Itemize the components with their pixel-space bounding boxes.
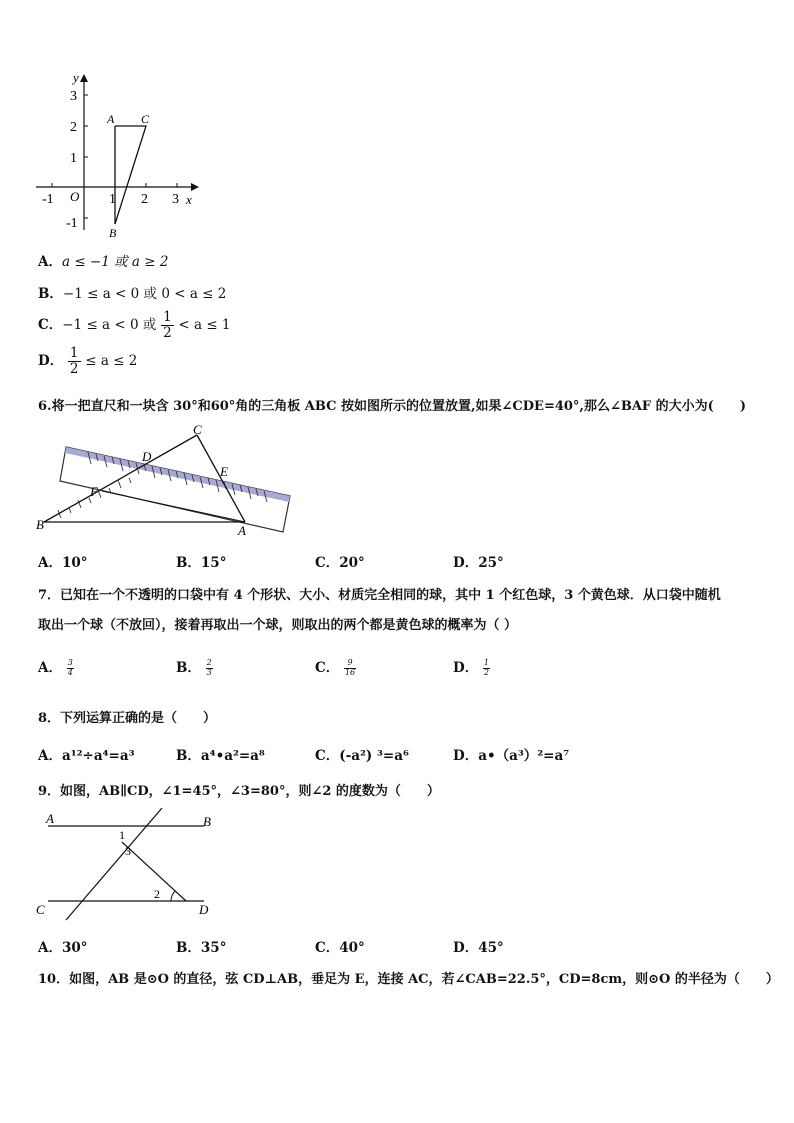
- q7-option-b: [176, 656, 213, 678]
- q5-coordinate-graph: [36, 70, 206, 242]
- x-tick-neg1: -1: [42, 192, 54, 207]
- label-f: F: [90, 484, 98, 499]
- angle-2-label: 2: [154, 887, 160, 901]
- q8-question-text: 8．下列运算正确的是（ ）: [38, 711, 217, 726]
- denominator: 3: [206, 668, 212, 677]
- label-c: C: [193, 422, 202, 437]
- q8-option-b: B．a⁴•a²=a⁸: [176, 748, 265, 764]
- q9-option-d: D．45°: [453, 940, 504, 956]
- label-d: D: [199, 902, 209, 917]
- point-a-label: A: [107, 112, 115, 126]
- option-label: A．: [38, 254, 62, 270]
- label-e: E: [220, 464, 228, 479]
- q9-parallel-lines-figure: [36, 808, 226, 923]
- y-axis-arrow: [80, 74, 88, 82]
- q7-question-line2: 取出一个球（不放回），接着再取出一个球，则取出的两个都是黄色球的概率为（ ）: [38, 618, 518, 633]
- q7-question-line1: 7．已知在一个不透明的口袋中有 4 个形状、大小、材质完全相同的球，其中 1 个红色球，3 个黄色球．从口袋中随机: [38, 588, 721, 603]
- denominator: 4: [67, 668, 73, 677]
- option-text: < a ≤ 1: [178, 316, 231, 333]
- option-text: ≤ a ≤ 2: [85, 352, 138, 369]
- q6-option-d: D．25°: [453, 555, 504, 571]
- option-label: C．: [38, 316, 63, 333]
- q8-option-a: A．a¹²÷a⁴=a³: [38, 748, 135, 764]
- angle-3-label: 3: [125, 844, 131, 858]
- fraction: [68, 346, 81, 377]
- q8-option-d: D．a•（a³）²=a⁷: [453, 748, 570, 764]
- option-text: a ≤ −1 或 a ≥ 2: [61, 254, 169, 270]
- origin-label: O: [70, 189, 80, 204]
- angle-2-arc: [171, 891, 175, 901]
- q6-question-text: 6.将一把直尺和一块含 30°和60°角的三角板 ABC 按如图所示的位置放置,如果∠CDE=40°,那么∠BAF 的大小为( ): [38, 399, 746, 414]
- q10-question-text: 10．如图，AB 是⊙O 的直径，弦 CD⊥AB，垂足为 E，连接 AC，若∠CAB=22.5°，CD=8cm，则⊙O 的半径为（ ）: [38, 972, 779, 987]
- triangle-abc: [115, 126, 146, 224]
- q7-option-a: [38, 656, 74, 678]
- y-tick-2: 2: [70, 120, 77, 135]
- option-text: −1 ≤ a < 0 或 0 < a ≤ 2: [62, 286, 227, 302]
- label-c: C: [36, 902, 45, 917]
- option-label: B．: [38, 286, 63, 302]
- numerator: 1: [163, 309, 172, 325]
- numerator: 1: [483, 658, 490, 668]
- q5-option-c: [38, 310, 231, 341]
- fraction: [67, 659, 74, 678]
- angle-1-label: 1: [119, 828, 125, 842]
- label-d: D: [142, 449, 152, 464]
- x-axis-label: x: [186, 192, 192, 207]
- option-label: C．: [315, 660, 340, 676]
- fraction: [483, 659, 490, 678]
- x-tick-2: 2: [141, 192, 148, 207]
- q9-option-a: A．30°: [38, 940, 88, 956]
- option-text: −1 ≤ a < 0 或: [62, 316, 157, 333]
- q5-option-a: [38, 250, 168, 270]
- point-c-label: C: [141, 112, 150, 126]
- y-tick-1: 1: [70, 151, 77, 166]
- point-b-label: B: [109, 226, 117, 240]
- x-tick-3: 3: [172, 192, 179, 207]
- q6-option-a: A．10°: [38, 555, 88, 571]
- label-a: A: [46, 811, 54, 826]
- fraction: [206, 659, 213, 678]
- numerator: 2: [206, 658, 212, 668]
- option-label: A．: [38, 660, 62, 676]
- q6-option-c: C．20°: [315, 555, 365, 571]
- q9-option-c: C．40°: [315, 940, 365, 956]
- x-tick-1: 1: [109, 192, 116, 207]
- numerator: 9: [344, 659, 356, 669]
- q7-option-c: [315, 656, 356, 678]
- denominator: 16: [344, 668, 356, 677]
- option-label: B．: [176, 660, 201, 676]
- denominator: 2: [69, 360, 79, 377]
- label-a: A: [238, 523, 246, 538]
- q6-option-b: B．15°: [176, 555, 227, 571]
- y-axis-label: y: [73, 70, 79, 85]
- q8-option-c: C．(-a²) ³=a⁶: [315, 748, 409, 764]
- q6-ruler-triangle-figure: [36, 422, 296, 540]
- q9-question-text: 9．如图，AB∥CD，∠1=45°，∠3=80°，则∠2 的度数为（ ）: [38, 784, 440, 799]
- fraction: [161, 310, 174, 341]
- y-tick-neg1: -1: [66, 216, 78, 231]
- q9-option-b: B．35°: [176, 940, 227, 956]
- fraction: [344, 659, 356, 678]
- q7-option-d: [453, 656, 490, 678]
- q5-option-b: [38, 282, 226, 302]
- y-tick-3: 3: [70, 89, 77, 104]
- q5-option-d: [38, 346, 137, 377]
- label-b: B: [203, 814, 211, 829]
- numerator: 3: [67, 658, 73, 668]
- option-label: D．: [38, 352, 64, 369]
- option-label: D．: [453, 660, 479, 676]
- numerator: 1: [69, 345, 79, 361]
- denominator: 2: [163, 324, 172, 341]
- x-axis-arrow: [191, 183, 199, 191]
- label-b: B: [36, 517, 44, 532]
- transversal: [66, 808, 162, 920]
- denominator: 2: [483, 668, 490, 677]
